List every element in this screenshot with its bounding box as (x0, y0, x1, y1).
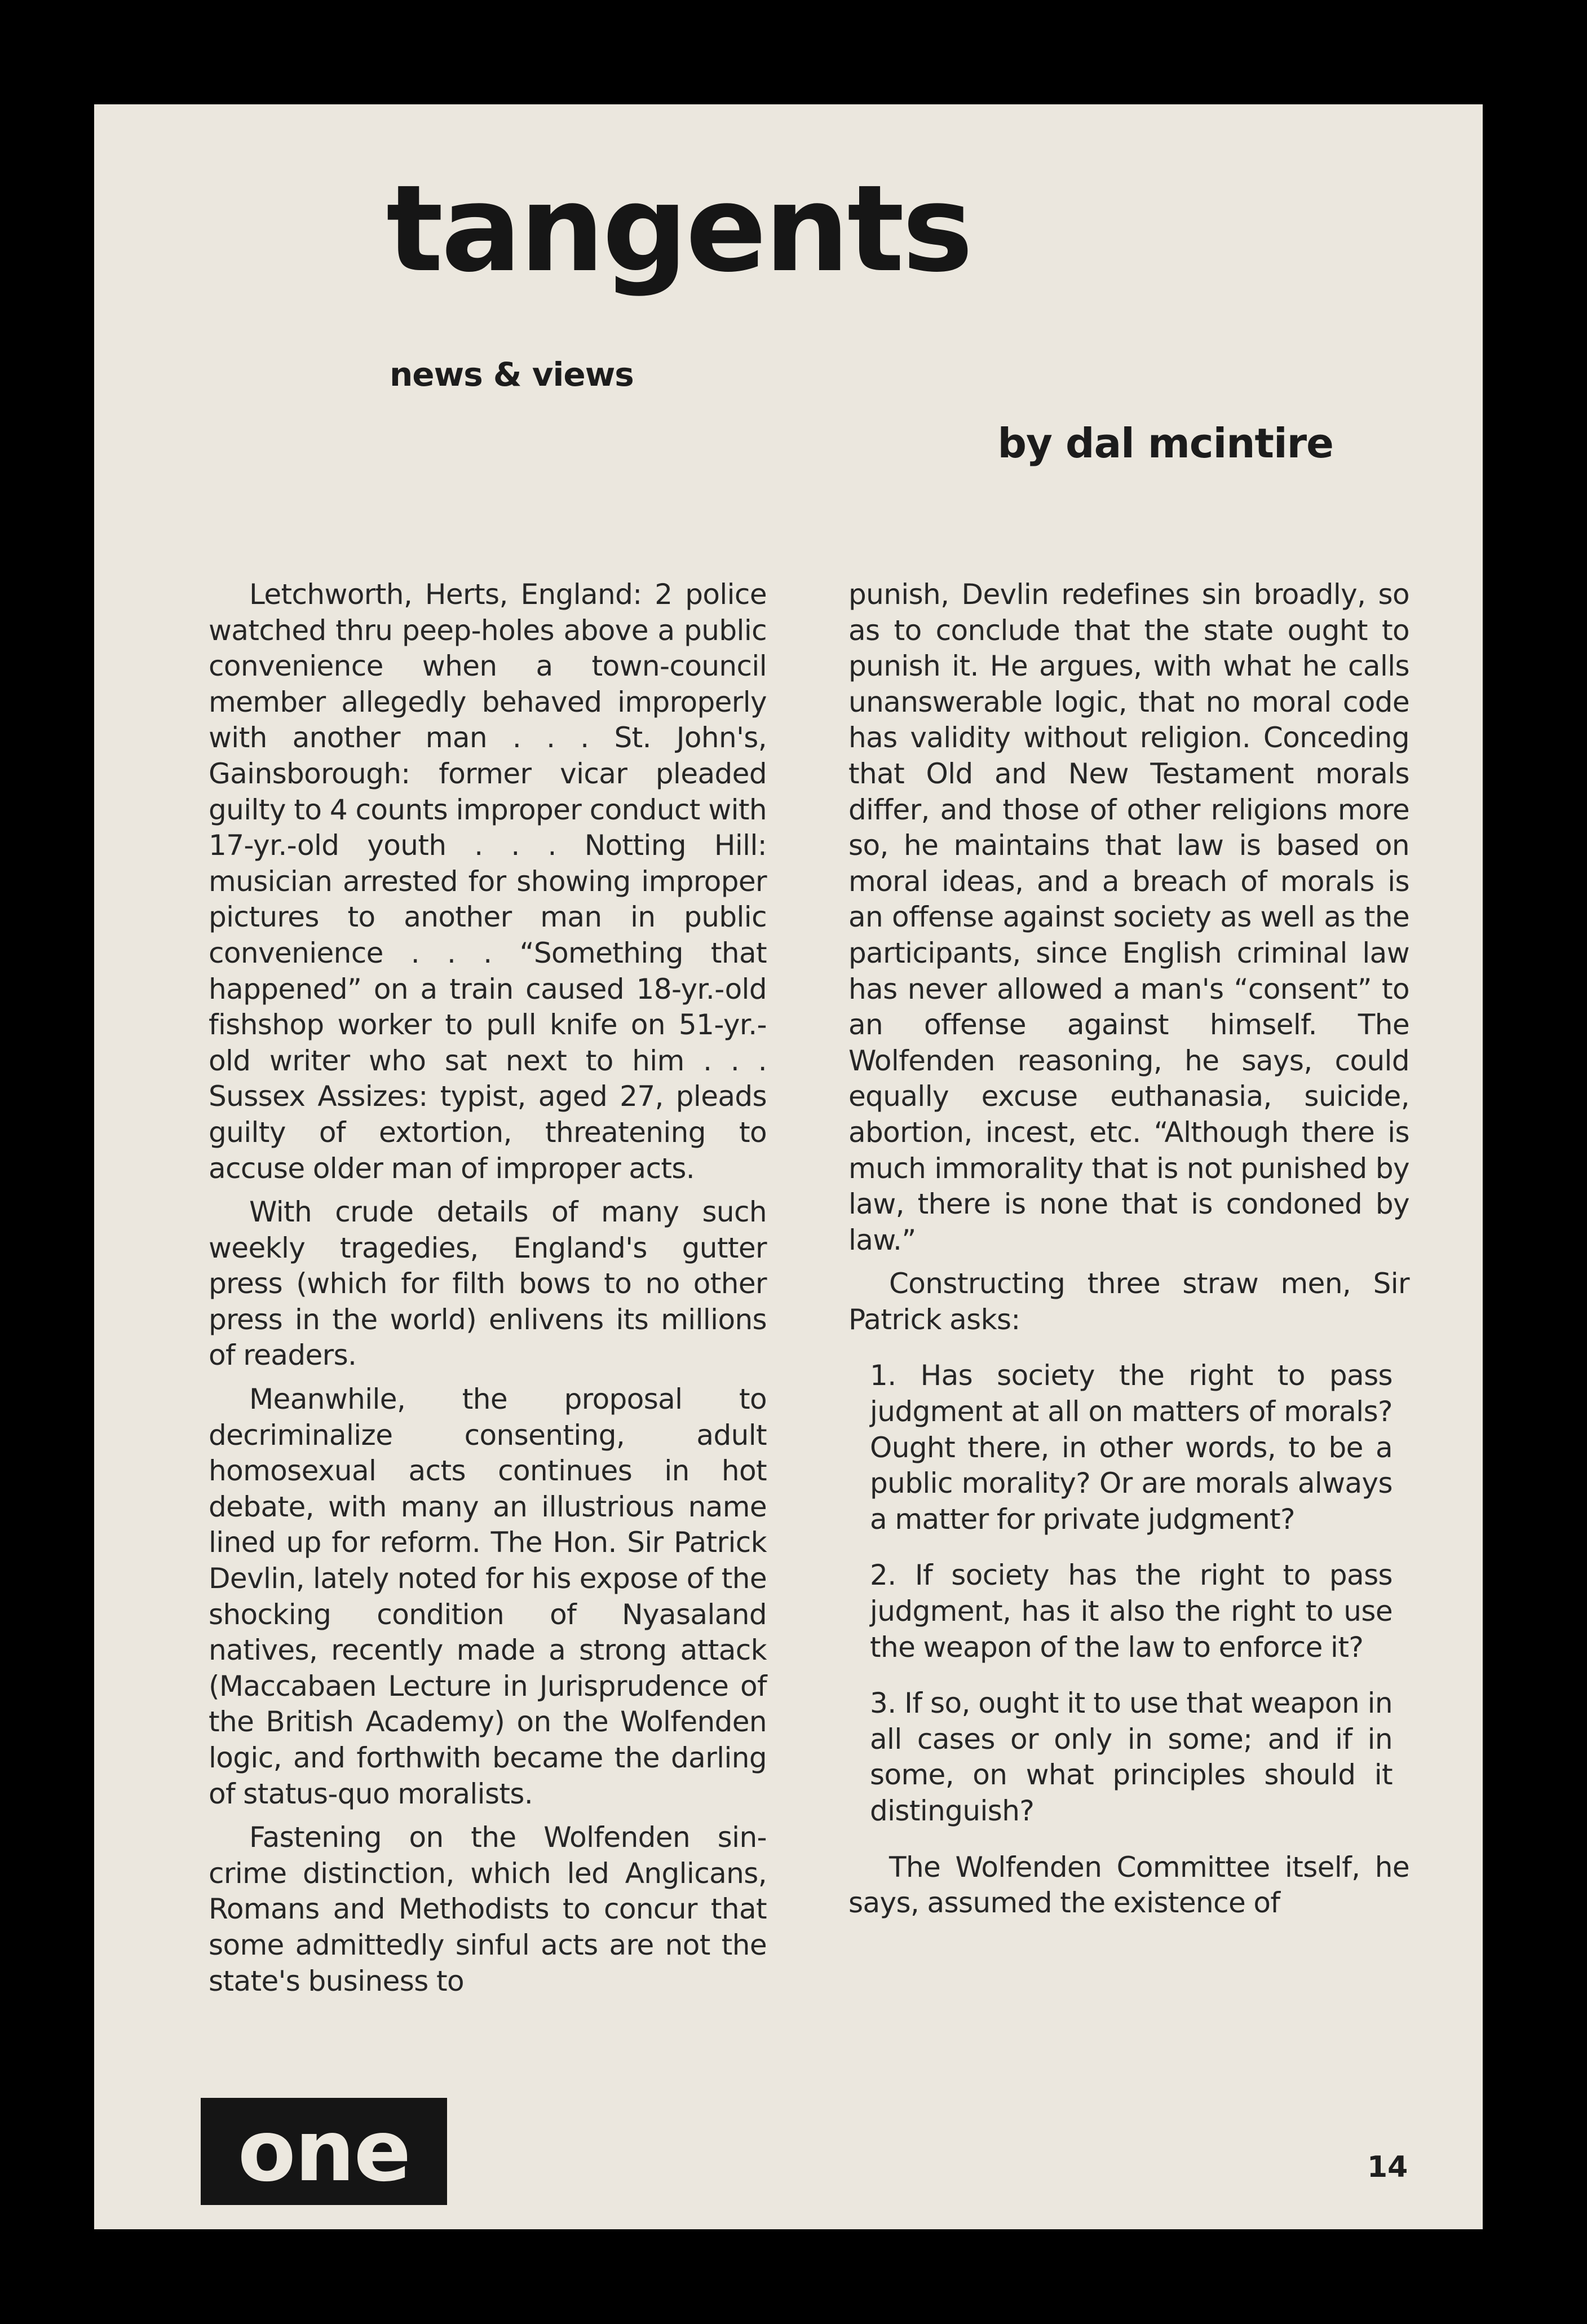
paragraph: Meanwhile, the proposal to decriminalize consenting, adult homosexual acts continues in hot debate, with many an illustrious name lined up for reform. The Hon. Sir Patrick Devlin, lately noted for his expose of the shocking condition of Nyasaland natives, recently made a strong attack (Maccabaen Lecture in Jurisprudence of the British Academy) on the Wolfenden logic, and forthwith became the darling of status-quo moralists. (209, 1383, 767, 1810)
paragraph: Constructing three straw men, Sir Patrick asks: (848, 1267, 1409, 1336)
paragraph: Letchworth, Herts, England: 2 police watched thru peep-holes above a public convenience when a town-council member allegedly behaved improperly with another man . . . St. John's, Gainsborough: former vicar pleaded guilty to 4 counts improper conduct with 17-yr.-old youth . . . Notting Hill: musician arrested for showing improper pictures to another man in public convenience . . . “Something that happened” on a train caused 18-yr.-old fishshop worker to pull knife on 51-yr.-old writer who sat next to him . . . Sussex Assizes: typist, aged 27, pleads guilty of extortion, threatening to accuse older man of improper acts. (209, 578, 767, 1185)
question-item: 1. Has society the right to pass judgment at all on matters of morals? Ought there, in other words, to be a public morality? Or are morals always a matter for private judgment? (870, 1359, 1393, 1536)
question-item: 3. If so, ought it to use that weapon in all cases or only in some; and if in some, on what principles should it distinguish? (870, 1687, 1393, 1827)
magazine-page (94, 104, 1483, 2229)
question-item: 2. If society has the right to pass judgment, has it also the right to use the weapon of the law to enforce it? (870, 1559, 1393, 1664)
paragraph: Fastening on the Wolfenden sin-crime distinction, which led Anglicans, Romans and Methodists to concur that some admittedly sinful acts are not the state's business to (209, 1821, 767, 1997)
paragraph: With crude details of many such weekly tragedies, England's gutter press (which for filth bows to no other press in the world) enlivens its millions of readers. (209, 1196, 767, 1372)
paragraph-continuation: punish, Devlin redefines sin broadly, so as to conclude that the state ought to punish it. He argues, with what he calls unanswerable logic, that no moral code has validity without religion. Conceding that Old and New Testament morals differ, and those of other religions more so, he maintains that law is based on moral ideas, and a breach of morals is an offense against society as well as the participants, since English criminal law has never allowed a man's “consent” to an offense against himself. The Wolfenden reasoning, he says, could equally excuse euthanasia, suicide, abortion, incest, etc. “Although there is much immorality that is not punished by law, there is none that is condoned by law.” (848, 578, 1409, 1256)
one-magazine-logo: one (201, 2098, 447, 2205)
author-byline: by dal mcintire (997, 420, 1333, 467)
page-number: 14 (1367, 2150, 1408, 2184)
section-title: tangents (386, 159, 971, 298)
right-column (848, 577, 1409, 1929)
left-column (209, 577, 767, 2007)
section-subtitle: news & views (390, 355, 634, 394)
paragraph: The Wolfenden Committee itself, he says, assumed the existence of (848, 1850, 1409, 1920)
